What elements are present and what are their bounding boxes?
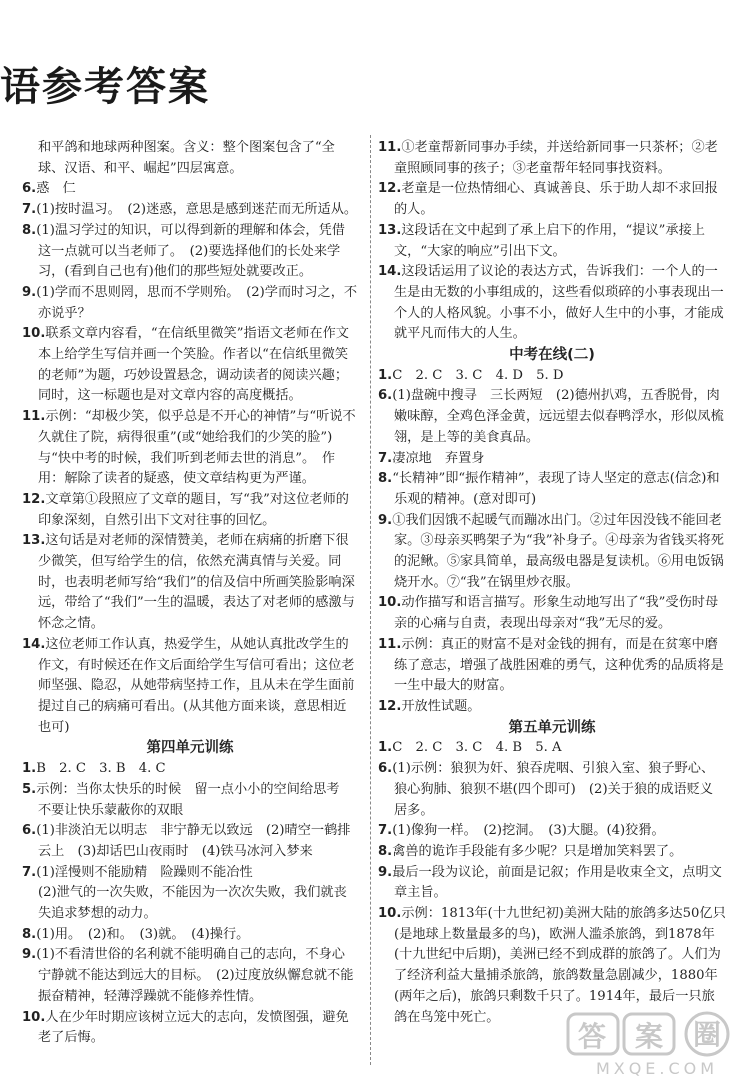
section-heading: 第四单元训练 [146,740,234,757]
answer-text: 示例：“却极少笑，似乎总是不开心的神情”与“听说不久就住了院，病得很重”(或“她给我们的少笑的脸”)与“快中考的时候，我们听到老师去世的消息”。 作用：解除了读者的疑惑，使文章结构更为严谨。 [38,409,356,487]
answer-item [22,179,358,200]
answer-number: 8. [378,471,393,487]
answer-number: 11. [378,140,402,155]
answer-number: 8. [22,926,37,942]
answer-item [378,449,726,470]
answer-item [378,386,726,448]
answer-number: 13. [22,533,46,549]
answer-number: 9. [378,512,393,528]
answer-text: 示例：当你太快乐的时候 留一点小小的空间给思考 不要让快乐蒙蔽你的双眼 [36,781,353,818]
answer-number: 1. [378,367,393,383]
answer-text: 这段话运用了议论的表达方式，告诉我们：一个人的一生是由无数的小事组成的，这些看似琐碎的小事表现出一个人的人格风貌。小事不小，做好人生中的小事，才能成就平凡而伟大的人生。 [394,264,724,342]
answer-text: 示例：真正的财富不是对金钱的拥有，而是在贫寒中磨练了意志，增强了战胜困难的勇气，这种优秀的品质将是一生中最大的财富。 [394,636,724,694]
answer-text: 人在少年时期应该树立远大的志向，发愤图强，避免老了后悔。 [38,1009,349,1046]
answer-item [22,863,358,884]
answer-item [378,863,726,904]
right-column [378,138,726,1028]
answer-text: 惑 仁 [36,181,76,197]
svg-text:MXQE.COM: MXQE.COM [595,1059,719,1078]
answer-number: 6. [22,823,37,839]
answer-number: 7. [22,202,37,218]
answer-text: (1)学而不思则罔，思而不学则殆。 (2)学而时习之，不亦说乎？ [36,284,358,321]
answer-text: (1)示例：狼狈为奸、狼吞虎咽、引狼入室、狼子野心、狼心狗肺、狼狈不堪(四个即可) (2)关于狼的成语贬义居多。 [392,761,715,818]
answer-text: ①老童帮新同事办手续，并送给新同事一只茶杯；②老童照顾同事的孩子；③老童帮年轻同事找资料。 [394,140,718,176]
answer-item [378,697,726,718]
section-heading: 第五单元训练 [508,719,596,736]
answer-number: 1. [22,761,37,777]
answer-number: 12. [378,698,402,714]
answer-text: 联系文章内容看，“在信纸里微笑”指语文老师在作文本上给学生写信并画一个笑脸。作者以“在信纸里微笑的老师”为题，巧妙设置悬念，调动读者的阅读兴趣；同时，这一标题也是对文章内容的高度概括。 [38,326,349,404]
answer-number: 8. [378,843,393,859]
answer-item [378,469,726,510]
answer-item [378,759,726,821]
left-column [22,138,358,1049]
answer-text: 最后一段为议论，前面是记叙；作用是收束全文，点明文章主旨。 [392,864,722,901]
answer-text: 凄凉地 弃置身 [392,450,485,466]
answer-item [22,490,358,531]
answer-item [22,283,358,324]
answer-text: (1)非淡泊无以明志 非宁静无以致远 (2)晴空一鹤排云上 (3)却话巴山夜雨时 (4)铁马冰河入梦来 [36,823,351,859]
answer-text: 这位老师工作认真，热爱学生，从她认真批改学生的作文，有时候还在作文后面给学生写信可看出；这位老师坚强、隐忍，从她带病坚持工作，且从未在学生面前提过自己的病痛可看出。(从其他方面来谈，意思相近也可) [38,636,355,735]
answer-number: 6. [378,761,393,777]
answer-item [378,138,726,179]
answer-text: 动作描写和语言描写。形象生动地写出了“我”受伤时母亲的心痛与自责，表现出母亲对“我”无尽的爱。 [394,595,719,632]
answer-item [378,593,726,634]
answer-item [22,780,358,821]
answer-item [22,925,358,946]
answer-text: (1)淫慢则不能励精 险躁则不能冶性 [36,864,253,880]
answer-number: 10. [378,906,402,922]
answer-text: ①我们因饿不起暖气而蹦冰出门。②过年因没钱不能回老家。③母亲买鸭架子为“我”补身子。④母亲为省钱买将死的泥鳅。⑤家具简单，最高级电器是复读机。⑥用电饭锅烧开水。⑦“我”在锅里炒衣服。 [392,512,724,590]
answer-item [378,738,726,759]
svg-text:案: 案 [634,1020,664,1053]
watermark-logo [562,1008,742,1078]
answer-number: 7. [378,450,393,466]
answer-text: 和平鸽和地球两种图案。含义：整个图案包含了“全球、汉语、和平、崛起”四层寓意。 [38,140,335,176]
answer-text: “长精神”即“振作精神”，表现了诗人坚定的意志(信念)和乐观的精神。(意对即可) [392,471,720,507]
answer-text: C 2. C 3. C 4. D 5. D [392,367,564,383]
answer-number: 1. [378,740,393,756]
answer-number: 10. [378,595,402,611]
answer-text: 文章第①段照应了文章的题目，写“我”对这位老师的印象深刻，自然引出下文对往事的回忆。 [38,491,349,528]
answer-number: 9. [22,284,37,300]
answer-text: (1)用。 (2)和。 (3)就。 (4)操行。 [36,926,250,942]
svg-text:答: 答 [577,1020,607,1053]
page-title: 语参考答案 [0,64,210,110]
answer-item [378,221,726,262]
answer-number: 5. [22,781,37,797]
answer-item [22,635,358,739]
svg-text:圈: 圈 [692,1018,722,1051]
answer-number: 13. [378,222,402,238]
answer-number: 8. [22,222,37,238]
answer-number: 10. [22,326,46,342]
answer-number: 12. [378,181,402,197]
answer-item [378,635,726,697]
answer-item [22,821,358,862]
answer-text: (2)泄气的一次失败，不能因为一次次失败，我们就丧失追求梦想的动力。 [38,885,347,922]
column-divider [370,135,371,1065]
answer-number: 11. [378,636,402,652]
answer-item [22,221,358,283]
answer-text: 禽兽的诡诈手段能有多少呢？只是增加笑料罢了。 [392,843,683,859]
answer-text: (1)盘碗中搜寻 三长两短 (2)德州扒鸡，五香脱骨，肉嫩味醇，全鸡色泽金黄，远远望去似春鸭浮水，形似凤梳翎，是上等的美食真品。 [392,388,724,445]
answer-number: 14. [378,264,402,280]
answer-item [22,200,358,221]
answer-item [22,883,358,924]
answer-item [22,759,358,780]
answer-text: 这段话在文中起到了承上启下的作用，“提议”承接上文，“大家的响应”引出下文。 [394,222,705,259]
answer-item [22,324,358,407]
section-heading: 中考在线(二) [509,347,595,364]
answer-item [378,179,726,220]
answer-number: 6. [22,181,37,197]
answer-text: 老童是一位热情细心、真诚善良、乐于助人却不求回报的人。 [394,181,718,218]
answer-item [378,842,726,863]
answer-text: 这句话是对老师的深情赞美，老师在病痛的折磨下很少微笑，但写给学生的信，依然充满真情与关爱。同时，也表明老师写给“我们”的信及信中所画笑脸影响深远，带给了“我们”一生的温暖，表达了对老师的感激与怀念之情。 [38,533,355,632]
answer-text: (1)不看清世俗的名利就不能明确自己的志向，不身心宁静就不能达到远大的目标。 (2)过度放纵懈怠就不能振奋精神，轻薄浮躁就不能修养性情。 [36,947,354,1004]
answer-text: 示例：1813年(十九世纪初)美洲大陆的旅鸽多达50亿只(是地球上数量最多的鸟)，欧洲人滥杀旅鸽，到1878年(十九世纪中后期)，美洲已经不到成群的旅鸽了。人们为了经济利益大量捕杀旅鸽，旅鸽数量急剧减少，1880年(两年之后)，旅鸽只剩数千只了。1914年，最后一只旅鸽在鸟笼中死亡。 [394,906,726,1025]
answer-number: 7. [22,864,37,880]
answer-item [378,511,726,594]
answer-number: 9. [22,947,37,963]
answer-number: 9. [378,864,393,880]
answer-item [22,531,358,635]
answer-text: B 2. C 3. B 4. C [36,761,166,777]
answer-text: (1)按时温习。 (2)迷惑，意思是感到迷茫而无所适从。 [36,202,358,218]
answer-item [22,407,358,490]
answer-number: 11. [22,409,46,425]
answer-item [378,821,726,842]
answer-item [378,366,726,387]
answer-text: 开放性试题。 [401,698,481,714]
answer-number: 6. [378,388,393,404]
answer-item [378,262,726,345]
answer-text: (1)像狗一样。 (2)挖洞。 (3)大腿。(4)狡猾。 [392,823,665,839]
answer-text: (1)温习学过的知识，可以得到新的理解和体会，凭借这一点就可以当老师了。 (2)要选择他们的长处来学习，(看到自己也有)他们的那些短处就要改正。 [36,222,345,280]
answer-number: 14. [22,636,46,652]
answer-text: C 2. C 3. C 4. B 5. A [392,740,562,756]
answer-number: 10. [22,1009,46,1025]
answer-item [22,1008,358,1049]
answer-item [22,945,358,1007]
answer-item [22,138,358,179]
answer-number: 7. [378,823,393,839]
answer-number: 12. [22,491,46,507]
